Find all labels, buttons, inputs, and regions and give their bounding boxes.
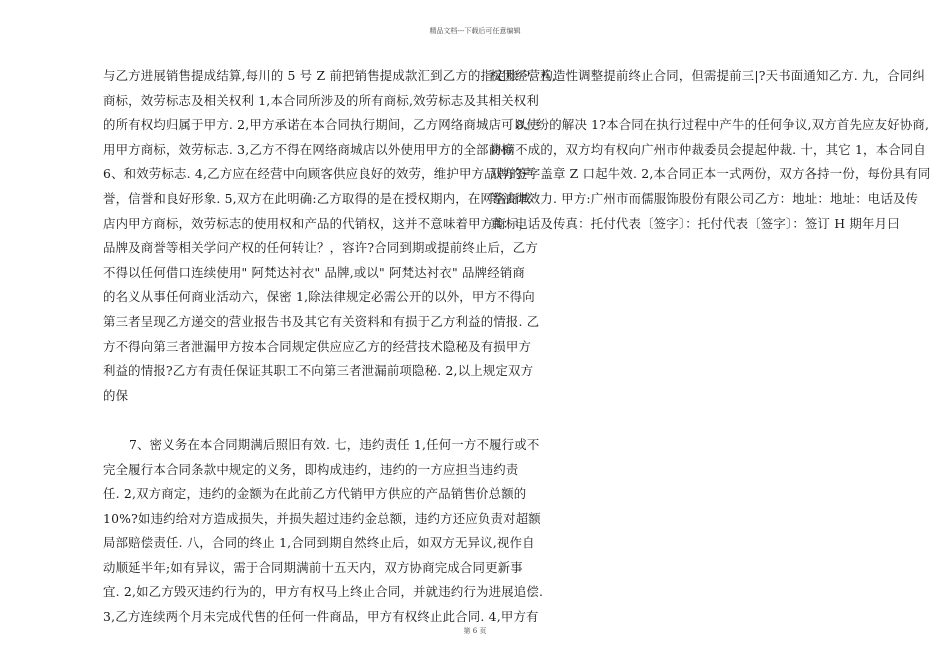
- paragraph-gap: [103, 408, 464, 433]
- text-line: 动顺延半年;如有异议，需于合同期满前十五天内，双方协商完成合同更新事: [103, 559, 523, 575]
- text-line: 的保: [103, 387, 129, 403]
- paragraph-gap: [490, 89, 855, 114]
- left-paragraph-2: [103, 433, 544, 630]
- text-line: 真：电话及传真：托付代表〔签字〕：托付代表〔签字〕：签订 H 期年月曰: [490, 215, 900, 231]
- page-number: 第 6 页: [463, 627, 487, 635]
- right-paragraph-2: [490, 113, 931, 236]
- left-paragraph-1: [103, 64, 556, 408]
- text-line: 等法律效力. 甲方:广州市而儒服饰股份有限公司乙方：地址：地址：电话及传: [490, 190, 919, 206]
- text-line: 协商不成的，双方均有权向广州市仲裁委员会提起仲裁. 十，其它 1，本合同自: [490, 141, 926, 157]
- text-line: 与乙方进展销售提成结算,每川的 5 号 Z 前把销售提成款汇到乙方的指定账户. 五,: [103, 68, 556, 83]
- text-line: 店内甲方商标，效劳标志的使用权和产品的代销权，这并不意味着甲方商标，: [103, 215, 532, 231]
- text-line: 3,乙方连续两个月未完成代售的任何一件商品，甲方有权终止此合同. 4,甲方有: [103, 609, 539, 625]
- text-line: 完全履行本合同条款中规定的义务，即构成违约，违约的一方应担当违约责: [103, 461, 519, 477]
- text-line: 方不得向第三者泄漏甲方按本合同规定供应应乙方的经营技术隐秘及有损甲方: [103, 338, 532, 354]
- right-column: [490, 64, 931, 236]
- text-line: 局部赔偿责任. 八，合同的终止 1,合同到期自然终止后，如双方无异议,视作自: [103, 535, 535, 551]
- text-line: 6、和效劳标志. 4,乙方应在经营中向顾客供应良好的效劳，维护甲方品牌的声: [103, 166, 535, 182]
- text-line: 10%?如违约给对方造成损失，并损失超过违约金总额，违约方还应负责对超额: [103, 510, 541, 526]
- right-paragraph-1: [490, 64, 925, 89]
- text-line: 宜. 2,如乙方毁灭违约行为的，甲方有权马上终止合同，并就违约行为进展追偿.: [103, 584, 544, 600]
- page-header: 精品文档---下载后可任意编辑: [429, 27, 521, 35]
- text-line: 权因经营构造性调整提前终止合同，但需提前三|?天书面通知乙方. 九，合同纠: [490, 68, 925, 83]
- text-line: 7、密义务在本合同期满后照旧有效. 七，违约责任 1,任何一方不履行或不: [129, 436, 540, 452]
- text-line: 誉，信誉和良好形象. 5,双方在此明确:乙方取得的是在授权期内，在网络商城: [103, 190, 531, 206]
- text-line: 的名义从事任何商业活动六，保密 1,除法律规定必需公开的以外，甲方不得向: [103, 289, 535, 305]
- text-line: 用甲方商标，效劳标志. 3,乙方不得在网络商城店以外使用甲方的全部商标: [103, 141, 514, 157]
- text-line: 第三者呈现乙方递交的营业报告书及其它有关资料和有损于乙方利益的情报. 乙: [103, 313, 540, 329]
- text-line: 任. 2,双方商定，违约的金额为在此前乙方代销甲方供应的产品销售价总额的: [103, 486, 527, 502]
- text-line: 的所有权均归属于甲方. 2,甲方承诺在本合同执行期间，乙方网络商城店可以使: [103, 117, 539, 133]
- left-column: [103, 64, 556, 630]
- text-line: 不得以任何借口连续使用" 阿梵达衬衣" 品牌,或以" 阿梵达衬衣" 品牌经销商: [103, 264, 526, 280]
- text-line: 品牌及商誉等相关学问产权的任何转让？，容许?合同到期或提前终止后，乙方: [103, 240, 538, 256]
- text-line: 8、纷的解决 1?本合同在执行过程中产牛的任何争议,双方首先应友好协商,: [516, 117, 930, 133]
- text-line: 商标，效劳标志及相关权利 1,本合同所涉及的所有商标,效劳标志及其相关权利: [103, 92, 539, 108]
- text-line: 利益的情报?乙方有责任保证其职工不向第三者泄漏前项隐秘. 2,以上规定双方: [103, 363, 534, 379]
- text-line: 双方签字盖章 Z 口起牛效. 2,本合同正本一式两份，双方各持一份，每份具有同: [490, 166, 931, 182]
